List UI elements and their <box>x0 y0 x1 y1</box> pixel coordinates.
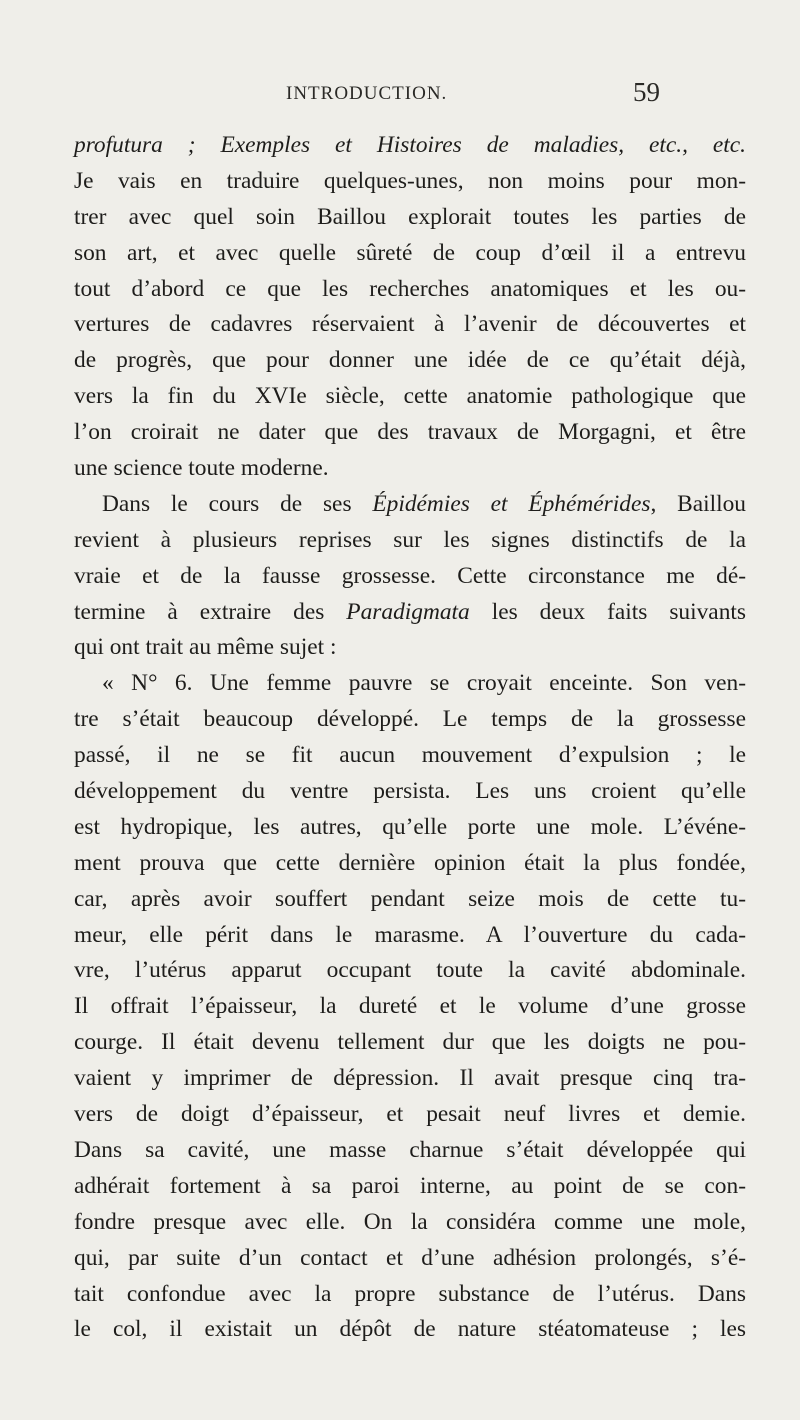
text-line <box>74 164 746 200</box>
text-line <box>74 953 746 989</box>
text-segment: les deux faits suivants <box>469 598 746 625</box>
text-line <box>74 738 746 774</box>
text-line <box>74 595 746 631</box>
text-line <box>74 1133 746 1169</box>
text-line <box>74 882 746 918</box>
text-segment: passé, il ne se fit aucun mouvement d’expulsion ; le <box>74 742 746 769</box>
text-segment: développement du ventre persista. Les uns croient qu’elle <box>74 778 746 805</box>
text-segment: vers la fin du XVIe siècle, cette anatomie pathologique que <box>74 383 746 410</box>
text-line <box>74 523 746 559</box>
text-line <box>74 1277 746 1313</box>
text-segment: qui ont trait au même sujet : <box>74 634 337 661</box>
text-line <box>74 307 746 343</box>
text-segment: fondre presque avec elle. On la considéra comme une mole, <box>74 1208 746 1235</box>
text-segment: Dans le cours de ses <box>102 490 373 517</box>
text-line <box>74 200 746 236</box>
running-head <box>0 77 800 111</box>
text-segment: est hydropique, les autres, qu’elle porte une mole. L’événe- <box>74 813 746 840</box>
text-segment: vertures de cadavres réservaient à l’avenir de découvertes et <box>74 311 746 338</box>
text-line <box>74 810 746 846</box>
text-segment: une science toute moderne. <box>74 455 329 482</box>
text-line <box>74 1241 746 1277</box>
text-line <box>74 415 746 451</box>
text-segment: vraie et de la fausse grossesse. Cette circonstance me dé- <box>74 562 746 589</box>
text-line <box>74 918 746 954</box>
text-line <box>74 343 746 379</box>
text-segment: Il offrait l’épaisseur, la dureté et le volume d’une grosse <box>74 993 746 1020</box>
running-title: INTRODUCTION. <box>286 83 448 104</box>
text-segment: Dans sa cavité, une masse charnue s’était développée qui <box>74 1136 746 1163</box>
text-line <box>74 559 746 595</box>
text-segment: , Baillou <box>650 490 746 517</box>
text-segment: son art, et avec quelle sûreté de coup d’œil il a entrevu <box>74 239 746 266</box>
text-segment: meur, elle périt dans le marasme. A l’ouverture du cada- <box>74 921 746 948</box>
text-line <box>74 989 746 1025</box>
text-line <box>74 451 746 487</box>
italic-text: profutura ; Exemples et Histoires de maladies, etc., etc. <box>74 132 746 158</box>
italic-text: Épidémies et Éphémérides <box>372 490 651 517</box>
text-line <box>74 774 746 810</box>
text-segment: adhérait fortement à sa paroi interne, au point de se con- <box>74 1172 746 1199</box>
text-segment: vers de doigt d’épaisseur, et pesait neuf livres et demie. <box>74 1101 746 1128</box>
text-segment: vaient y imprimer de dépression. Il avait presque cinq tra- <box>74 1065 746 1092</box>
text-line <box>74 236 746 272</box>
text-segment: revient à plusieurs reprises sur les signes distinctifs de la <box>74 526 746 553</box>
text-line <box>74 1205 746 1241</box>
text-segment: car, après avoir souffert pendant seize mois de cette tu- <box>74 885 746 912</box>
text-segment: termine à extraire des <box>74 598 347 625</box>
text-segment: Je vais en traduire quelques-unes, non moins pour mon- <box>74 167 746 194</box>
italic-text: Paradigmata <box>346 598 470 625</box>
text-line <box>74 846 746 882</box>
text-segment: vre, l’utérus apparut occupant toute la cavité abdominale. <box>74 957 746 984</box>
text-line <box>74 272 746 308</box>
text-segment: tout d’abord ce que les recherches anatomiques et les ou- <box>74 275 746 302</box>
text-segment: courge. Il était devenu tellement dur que les doigts ne pou- <box>74 1029 746 1056</box>
text-line <box>74 1097 746 1133</box>
text-segment: trer avec quel soin Baillou explorait toutes les parties de <box>74 203 746 230</box>
text-line <box>74 630 746 666</box>
text-line <box>74 128 746 164</box>
text-line <box>74 666 746 702</box>
text-segment: qui, par suite d’un contact et d’une adhésion prolongés, s’é- <box>74 1244 746 1271</box>
text-segment: « N° 6. Une femme pauvre se croyait enceinte. Son ven- <box>102 670 746 697</box>
text-line <box>74 379 746 415</box>
body-text <box>74 128 746 1348</box>
text-line <box>74 1169 746 1205</box>
text-segment: le col, il existait un dépôt de nature stéatomateuse ; les <box>74 1316 746 1343</box>
text-line <box>74 1025 746 1061</box>
text-line <box>74 1312 746 1348</box>
text-line <box>74 1061 746 1097</box>
text-segment: l’on croirait ne dater que des travaux de Morgagni, et être <box>74 419 746 446</box>
text-line <box>74 487 746 523</box>
text-segment: tait confondue avec la propre substance de l’utérus. Dans <box>74 1280 746 1307</box>
text-segment: ment prouva que cette dernière opinion était la plus fondée, <box>74 849 746 876</box>
text-segment: tre s’était beaucoup développé. Le temps de la grossesse <box>74 706 746 733</box>
text-segment: de progrès, que pour donner une idée de ce qu’était déjà, <box>74 347 746 374</box>
page-number: 59 <box>633 77 660 107</box>
text-line <box>74 702 746 738</box>
